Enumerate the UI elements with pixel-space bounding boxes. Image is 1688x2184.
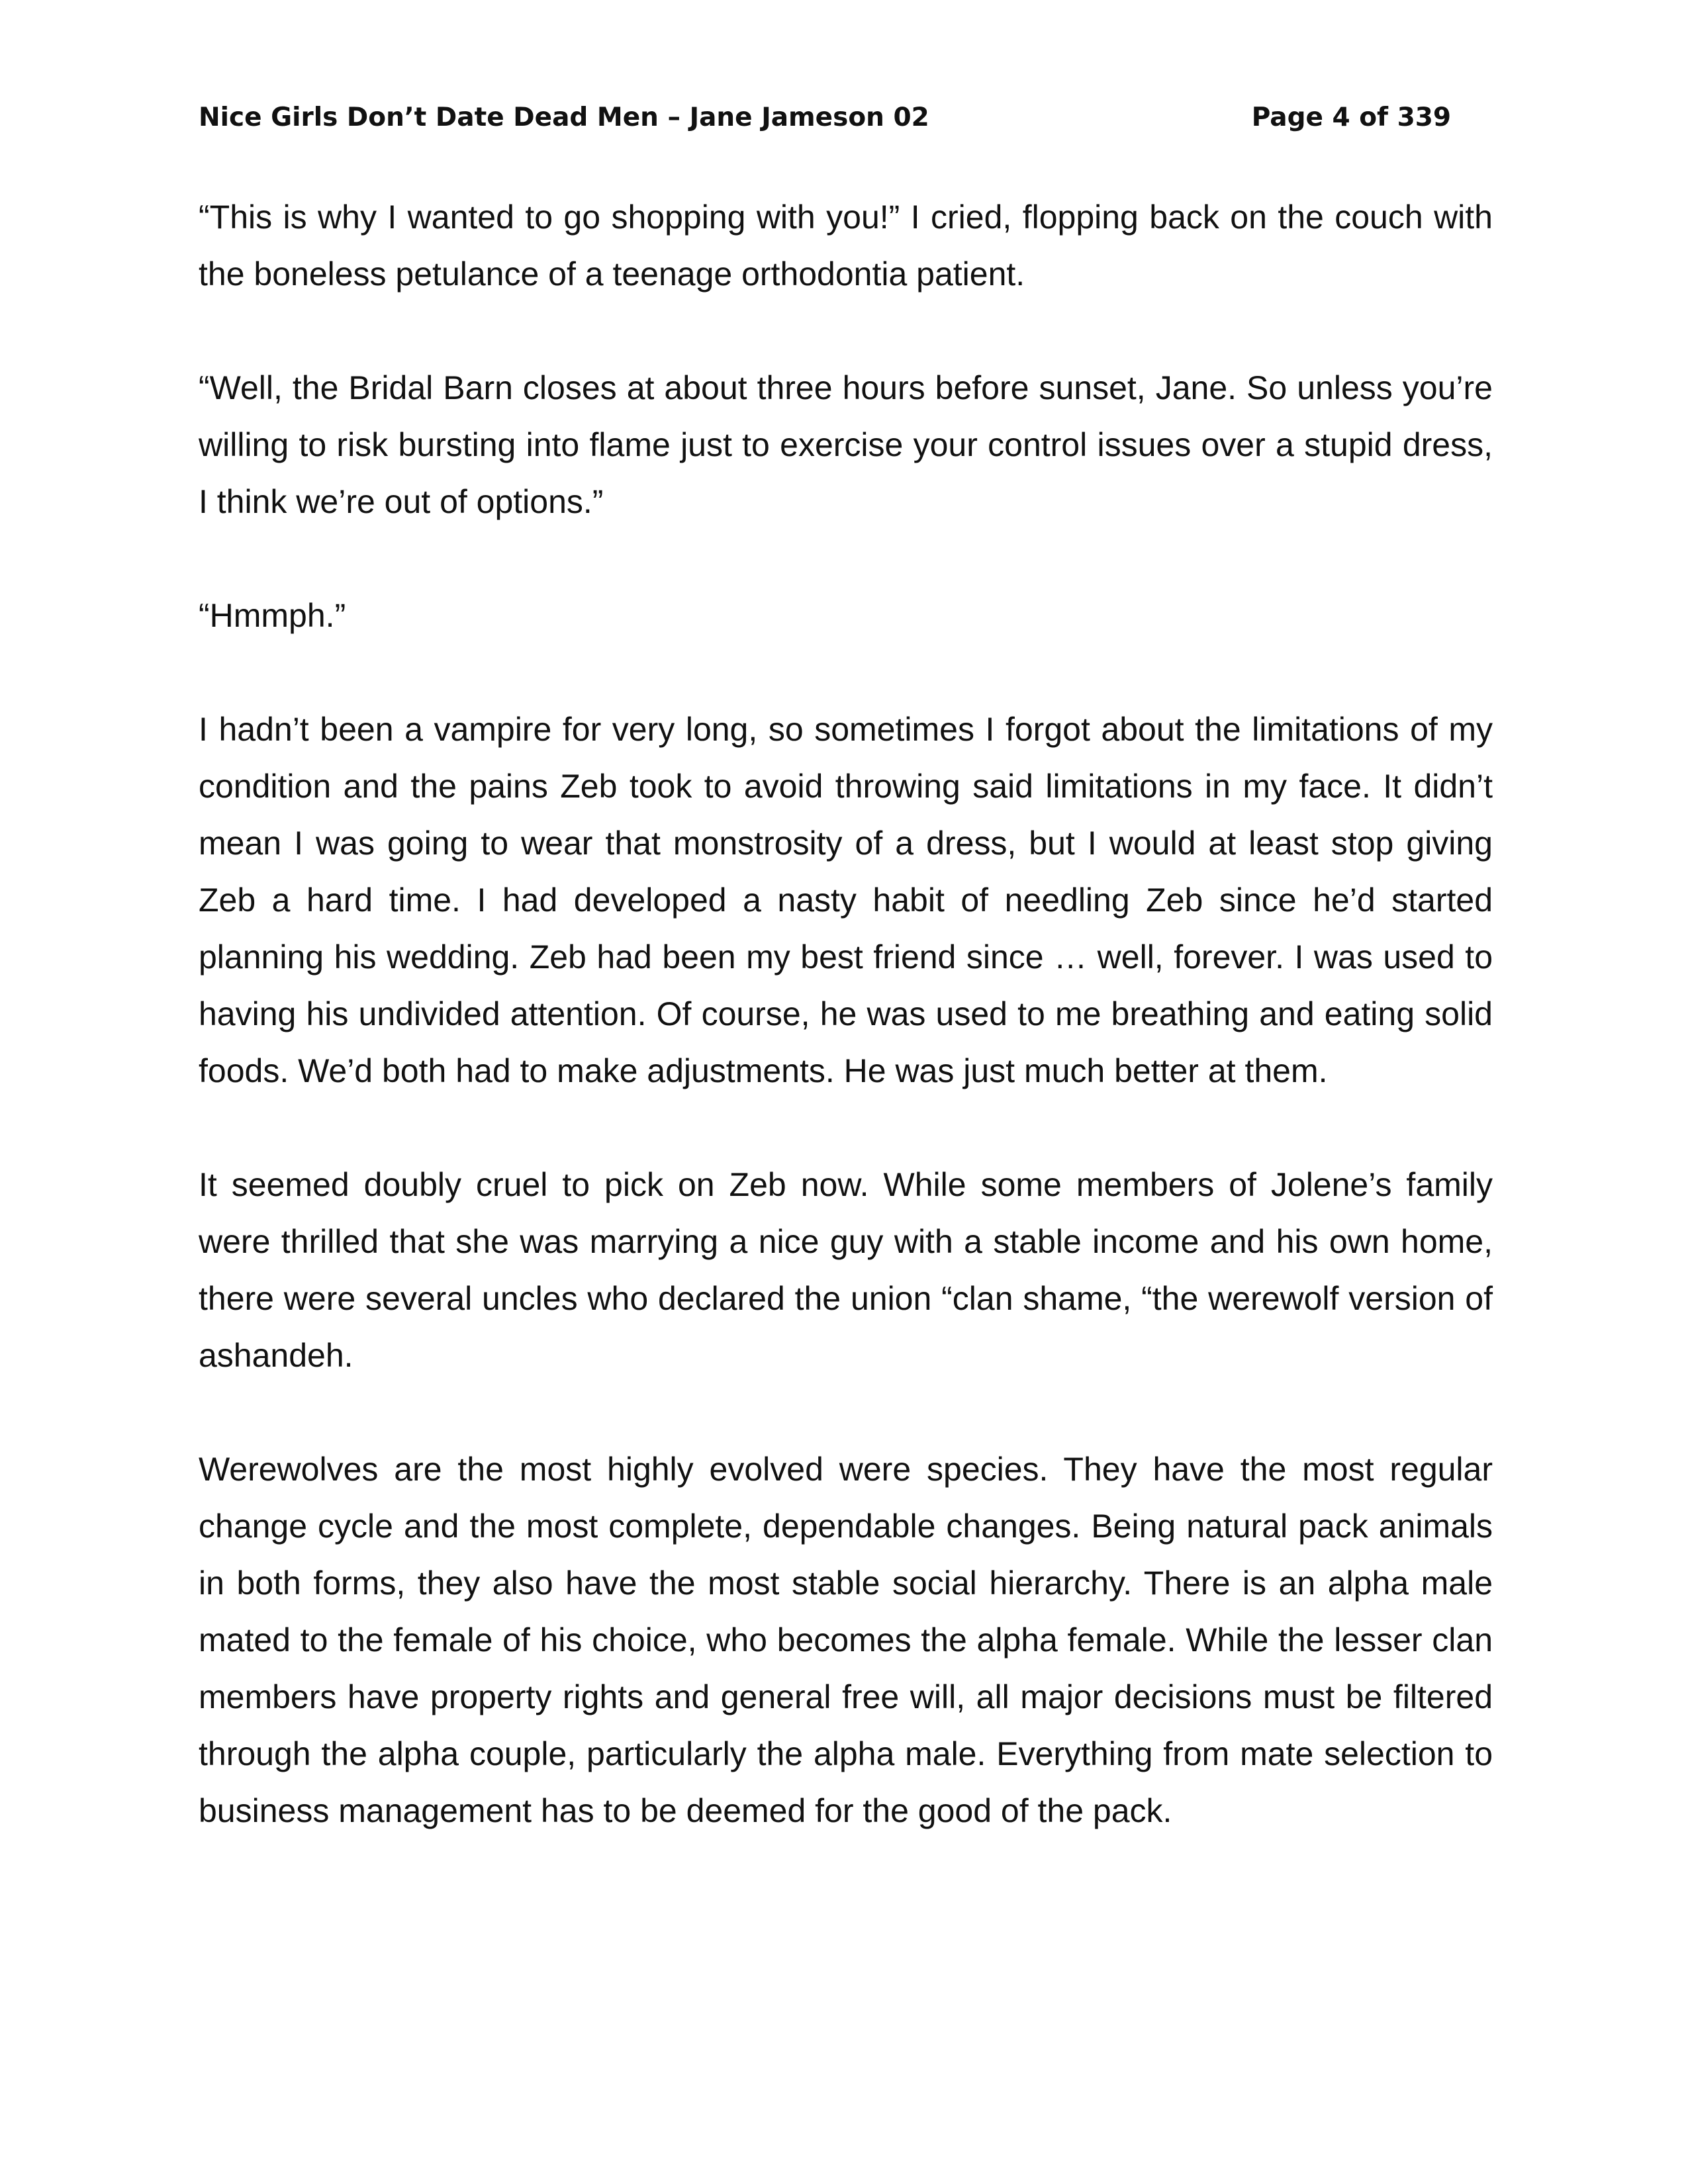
paragraph-3: “Hmmph.” bbox=[199, 597, 346, 634]
paragraph-1: “This is why I wanted to go shopping with you!” I cried, flopping back on the couch with the boneless petulance of a teenage orthodontia patient. bbox=[199, 199, 1493, 293]
page-number: Page 4 of 339 bbox=[1251, 103, 1451, 132]
paragraph-2: “Well, the Bridal Barn closes at about three hours before sunset, Jane. So unless you’re willing to risk bursting into flame just to exercise your control issues over a stupid dress, I think we’re out of options.” bbox=[199, 369, 1493, 520]
paragraph-4: I hadn’t been a vampire for very long, so sometimes I forgot about the limitations of my condition and the pains Zeb took to avoid throwing said limitations in my face. It didn’t mean I was going to wear that monstrosity of a dress, but I would at least stop giving Zeb a hard time. I had developed a nasty habit of needling Zeb since he’d started planning his wedding. Zeb had been my best friend since … well, forever. I was used to having his undivided attention. Of course, he was used to me breathing and eating solid foods. We’d both had to make adjustments. He was just much better at them. bbox=[199, 711, 1493, 1089]
book-title: Nice Girls Don’t Date Dead Men – Jane Jameson 02 bbox=[199, 103, 929, 132]
paragraph-5: It seemed doubly cruel to pick on Zeb now. While some members of Jolene’s family were thrilled that she was marrying a nice guy with a stable income and his own home, there were several uncles who declared the union “clan shame, “the werewolf version of ashandeh. bbox=[199, 1166, 1493, 1374]
body-text bbox=[199, 189, 1493, 1896]
page-header bbox=[199, 98, 1451, 138]
paragraph-6: Werewolves are the most highly evolved were species. They have the most regular change cycle and the most complete, dependable changes. Being natural pack animals in both forms, they also have the most stable social hierarchy. There is an alpha male mated to the female of his choice, who becomes the alpha female. While the lesser clan members have property rights and general free will, all major decisions must be filtered through the alpha couple, particularly the alpha male. Everything from mate selection to business management has to be deemed for the good of the pack. bbox=[199, 1451, 1493, 1829]
